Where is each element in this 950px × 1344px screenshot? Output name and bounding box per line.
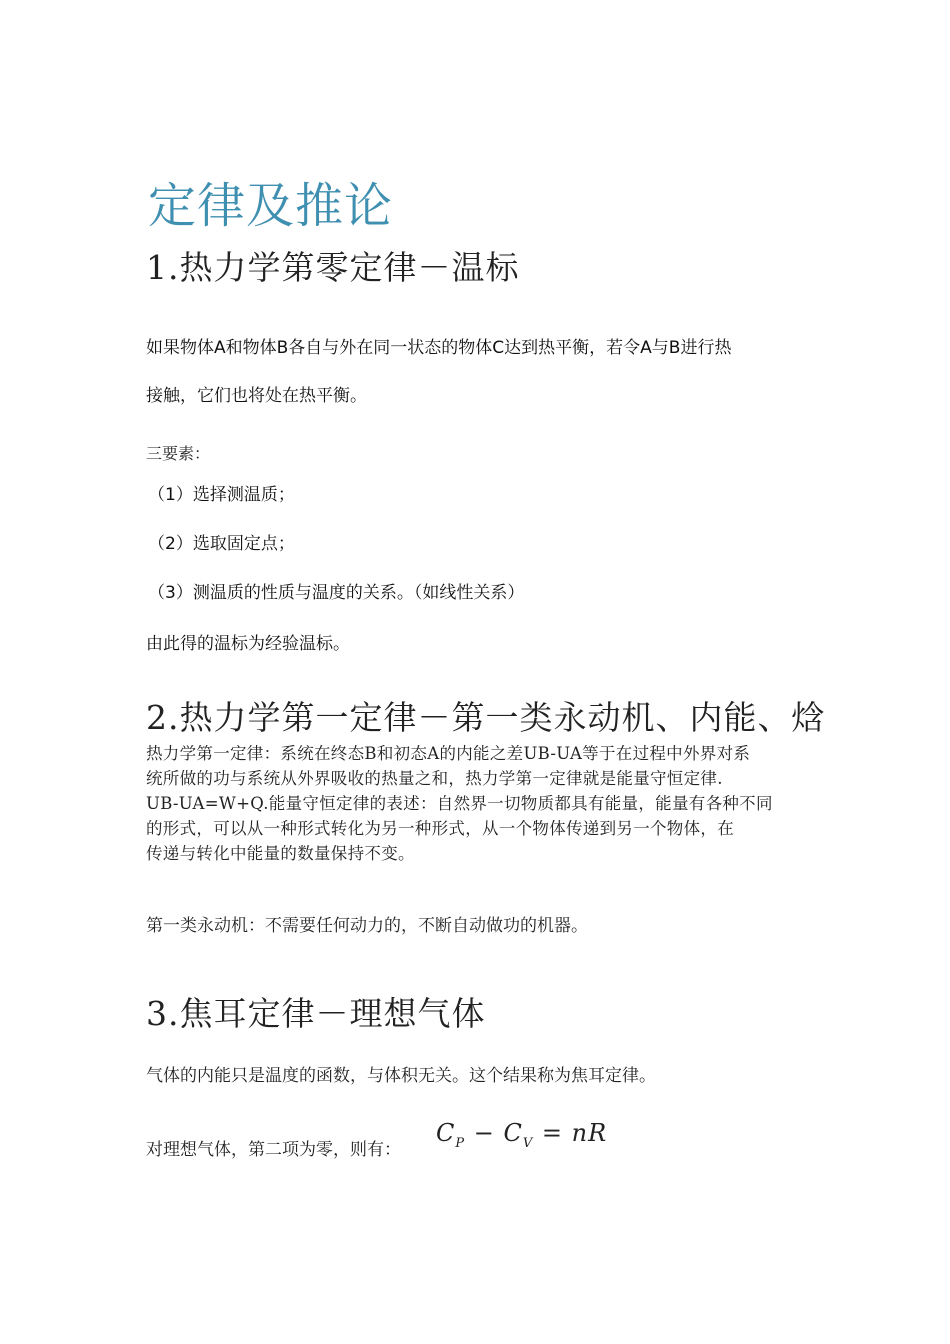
mayer-formula <box>436 1119 607 1151</box>
element-item-3: （3）测温质的性质与温度的关系。（如线性关系） <box>148 583 525 603</box>
section1-heading: 1.热力学第零定律－温标 <box>146 248 520 287</box>
section2-line-3: UB-UA=W+Q.能量守恒定律的表述：自然界一切物质都具有能量，能量有各种不同 <box>146 794 773 813</box>
section3-heading: 3.焦耳定律－理想气体 <box>146 994 486 1033</box>
section2-line-4: 的形式，可以从一种形式转化为另一种形式，从一个物体传递到另一个物体，在 <box>146 819 734 838</box>
formula-minus: − <box>465 1119 504 1147</box>
element-item-2: （2）选取固定点； <box>148 534 295 554</box>
section1-para-text-1: 如果物体A和物体B各自与外在同一状态的物体C达到热平衡，若令A与B进行热 <box>146 338 732 358</box>
perpetual-motion-text: 第一类永动机：不需要任何动力的，不断自动做功的机器。 <box>146 916 588 936</box>
formula-cv: C <box>503 1119 523 1147</box>
formula-rhs: = nR <box>533 1119 608 1147</box>
section2-paragraph <box>146 741 808 866</box>
formula-cp: C <box>436 1119 456 1147</box>
section2-line-2: 统所做的功与系统从外界吸收的热量之和，热力学第一定律就是能量守恒定律. <box>146 769 723 788</box>
page-title: 定律及推论 <box>148 178 394 234</box>
element-item-1: （1）选择测温质； <box>148 485 295 505</box>
section1-para-text-2: 接触，它们也将处在热平衡。 <box>146 386 367 406</box>
joule-law-text: 气体的内能只是温度的函数，与体积无关。这个结果称为焦耳定律。 <box>146 1066 656 1086</box>
section2-line-5: 传递与转化中能量的数量保持不变。 <box>146 844 415 863</box>
conclusion-text: 由此得的温标为经验温标。 <box>146 634 350 654</box>
section2-heading: 2.热力学第一定律－第一类永动机、内能、焓 <box>146 698 826 737</box>
ideal-gas-text: 对理想气体，第二项为零，则有： <box>146 1140 401 1160</box>
section1-para-line1 <box>146 336 731 360</box>
formula-sub-v: V <box>522 1135 534 1151</box>
section2-line-1: 热力学第一定律：系统在终态B和初态A的内能之差UB-UA等于在过程中外界对系 <box>146 744 751 763</box>
section1-para-line2 <box>146 384 367 408</box>
formula-sub-p: P <box>455 1135 466 1151</box>
elements-label: 三要素： <box>146 444 211 463</box>
